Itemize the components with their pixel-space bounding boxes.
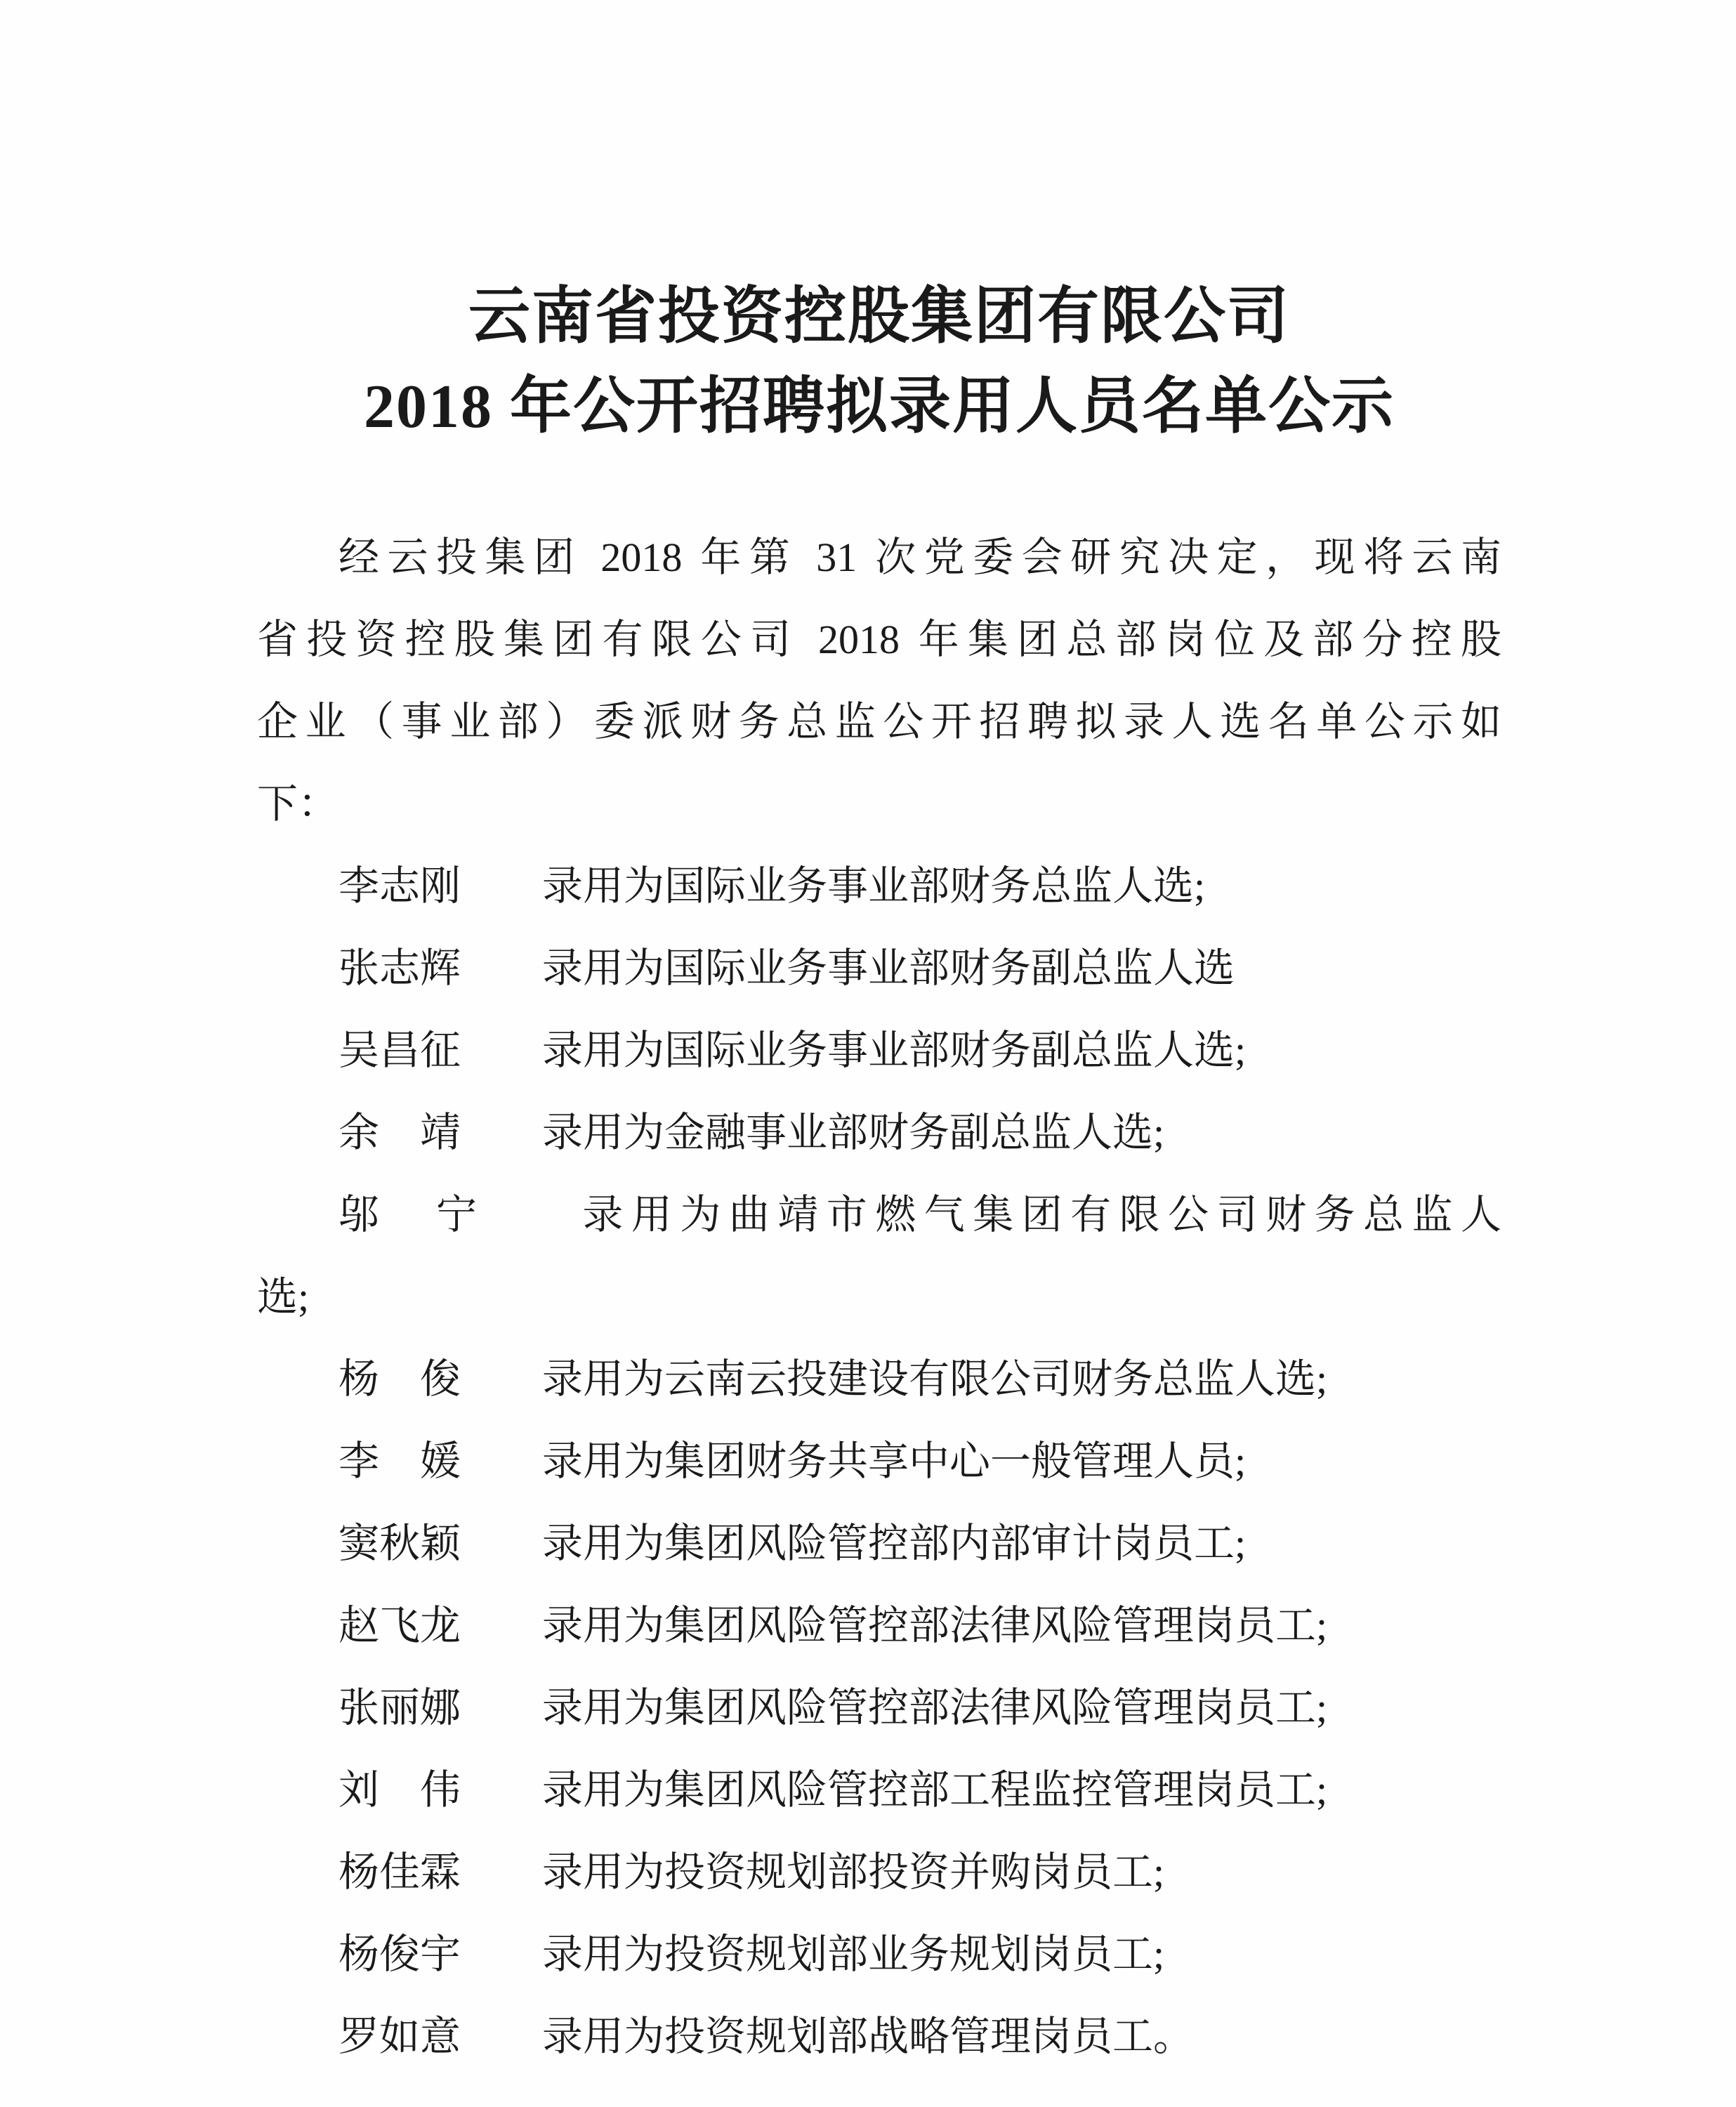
appointment-item-13: 杨俊宇 录用为投资规划部业务规划岗员工; bbox=[338, 1931, 1165, 1977]
title-line-2: 2018 年公开招聘拟录用人员名单公示 bbox=[363, 373, 1395, 441]
appointment-item-14: 罗如意 录用为投资规划部战略管理岗员工。 bbox=[338, 2014, 1195, 2059]
intro-line-2: 省投资控股集团有限公司 2018 年集团总部岗位及部分控股 bbox=[257, 617, 1501, 662]
appointment-item-11: 刘 伟 录用为集团风险管控部工程监控管理岗员工; bbox=[338, 1767, 1328, 1813]
appointment-item-3: 吴昌征 录用为国际业务事业部财务副总监人选; bbox=[338, 1028, 1247, 1073]
appointment-item-9: 赵飞龙 录用为集团风险管控部法律风险管理岗员工; bbox=[338, 1603, 1328, 1648]
appointment-item-5-line-1: 邬 宁 录用为曲靖市燃气集团有限公司财务总监人 bbox=[338, 1192, 1501, 1238]
appointment-item-5-line-2: 选; bbox=[257, 1274, 310, 1320]
intro-line-1: 经云投集团 2018 年第 31 次党委会研究决定，现将云南 bbox=[338, 534, 1501, 580]
title-line-1: 云南省投资控股集团有限公司 bbox=[468, 283, 1290, 351]
appointment-item-12: 杨佳霖 录用为投资规划部投资并购岗员工; bbox=[338, 1849, 1165, 1895]
appointment-item-4: 余 靖 录用为金融事业部财务副总监人选; bbox=[338, 1110, 1165, 1155]
document-body bbox=[257, 516, 1501, 2078]
appointment-item-10: 张丽娜 录用为集团风险管控部法律风险管理岗员工; bbox=[338, 1685, 1328, 1731]
appointment-item-8: 窦秋颖 录用为集团风险管控部内部审计岗员工; bbox=[338, 1521, 1247, 1566]
intro-line-3: 企业（事业部）委派财务总监公开招聘拟录人选名单公示如 bbox=[257, 699, 1501, 744]
appointment-item-2: 张志辉 录用为国际业务事业部财务副总监人选 bbox=[338, 945, 1235, 991]
appointment-item-1: 李志刚 录用为国际业务事业部财务总监人选; bbox=[338, 863, 1206, 909]
appointment-item-6: 杨 俊 录用为云南云投建设有限公司财务总监人选; bbox=[338, 1356, 1328, 1402]
document-title bbox=[257, 273, 1501, 452]
appointment-item-7: 李 媛 录用为集团财务共享中心一般管理人员; bbox=[338, 1438, 1247, 1484]
intro-line-4: 下： bbox=[257, 781, 339, 827]
